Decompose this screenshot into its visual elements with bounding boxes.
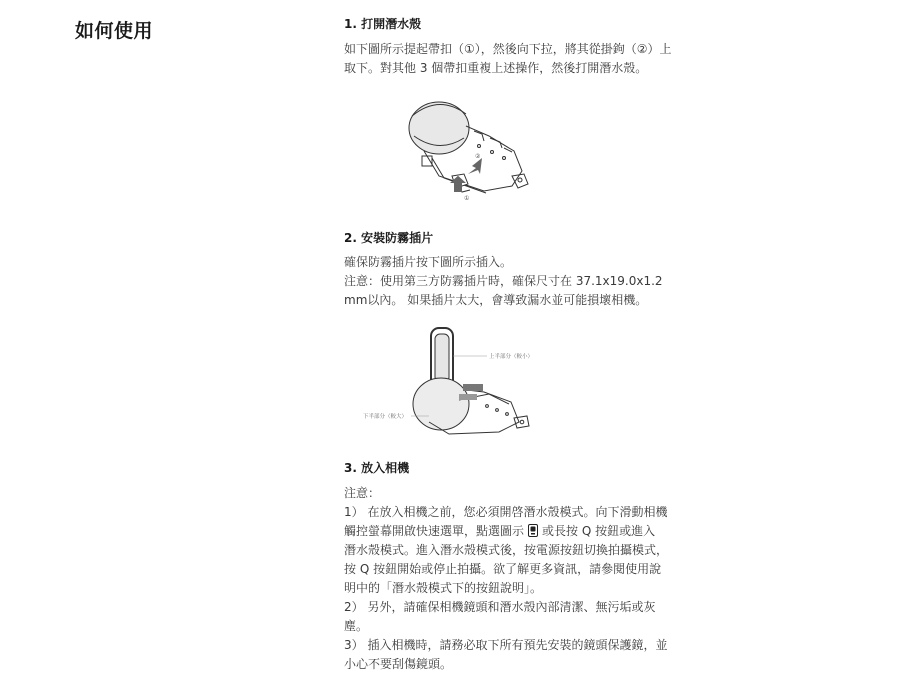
step1-text-line-2: 取下。對其他 3 個帶扣重複上述操作，然後打開潛水殼。 xyxy=(344,61,648,75)
step2-text-line-3: mm以內。 如果插片太大，會導致漏水並可能損壞相機。 xyxy=(344,293,648,307)
callout-1-label: ① xyxy=(464,195,470,202)
step3-item1-line-3: 潛水殼模式。進入潛水殼模式後，按電源按鈕切換拍攝模式， xyxy=(344,543,669,557)
anti-fog-insert-figure xyxy=(359,322,549,440)
step3-item2-line-1: 2） 另外，請確保相機鏡頭和潛水殼內部清潔、無污垢或灰 xyxy=(344,600,656,614)
step1-heading: 1. 打開潛水殼 xyxy=(344,17,422,31)
step3-item1-line-2-start: 觸控螢幕開啟快速選單，點選圖示 xyxy=(344,524,525,538)
upper-part-label: 上半部分（較小） xyxy=(489,354,534,360)
step3-item1-line-2 xyxy=(344,522,655,541)
step2-heading: 2. 安裝防霧插片 xyxy=(344,231,434,245)
step3-item1-line-1: 1） 在放入相機之前，您必須開啓潛水殼模式。向下滑動相機 xyxy=(344,505,668,519)
step3-item2-line-2: 塵。 xyxy=(344,619,369,633)
step1-text-line-1: 如下圖所示提起帶扣（①），然後向下拉，將其從掛鉤（②）上 xyxy=(344,42,672,56)
page-title: 如何使用 xyxy=(75,20,154,42)
step3-item1-line-5: 明中的「潛水殼模式下的按鈕說明」。 xyxy=(344,581,543,595)
step2-text-line-2: 注意：使用第三方防霧插片時，確保尺寸在 37.1x19.0x1.2 xyxy=(344,274,663,288)
callout-2-label: ② xyxy=(475,153,481,160)
step3-heading: 3. 放入相機 xyxy=(344,461,410,475)
step2-text-line-1: 確保防霧插片按下圖所示插入。 xyxy=(344,255,513,269)
dive-case-open-buckle-figure xyxy=(404,96,534,208)
dive-case-mode-icon xyxy=(528,524,538,537)
lower-part-label: 下半部分（較大） xyxy=(363,414,408,420)
step3-item3-line-2: 小心不要刮傷鏡頭。 xyxy=(344,657,453,671)
step3-item1-line-2-end: 或長按 Q 按鈕或進入 xyxy=(542,524,656,538)
step3-item3-line-1: 3） 插入相機時，請務必取下所有預先安裝的鏡頭保護鏡，並 xyxy=(344,638,668,652)
step3-note-label: 注意： xyxy=(344,486,381,500)
step3-item1-line-4: 按 Q 按鈕開始或停止拍攝。欲了解更多資訊，請參閱使用說 xyxy=(344,562,662,576)
